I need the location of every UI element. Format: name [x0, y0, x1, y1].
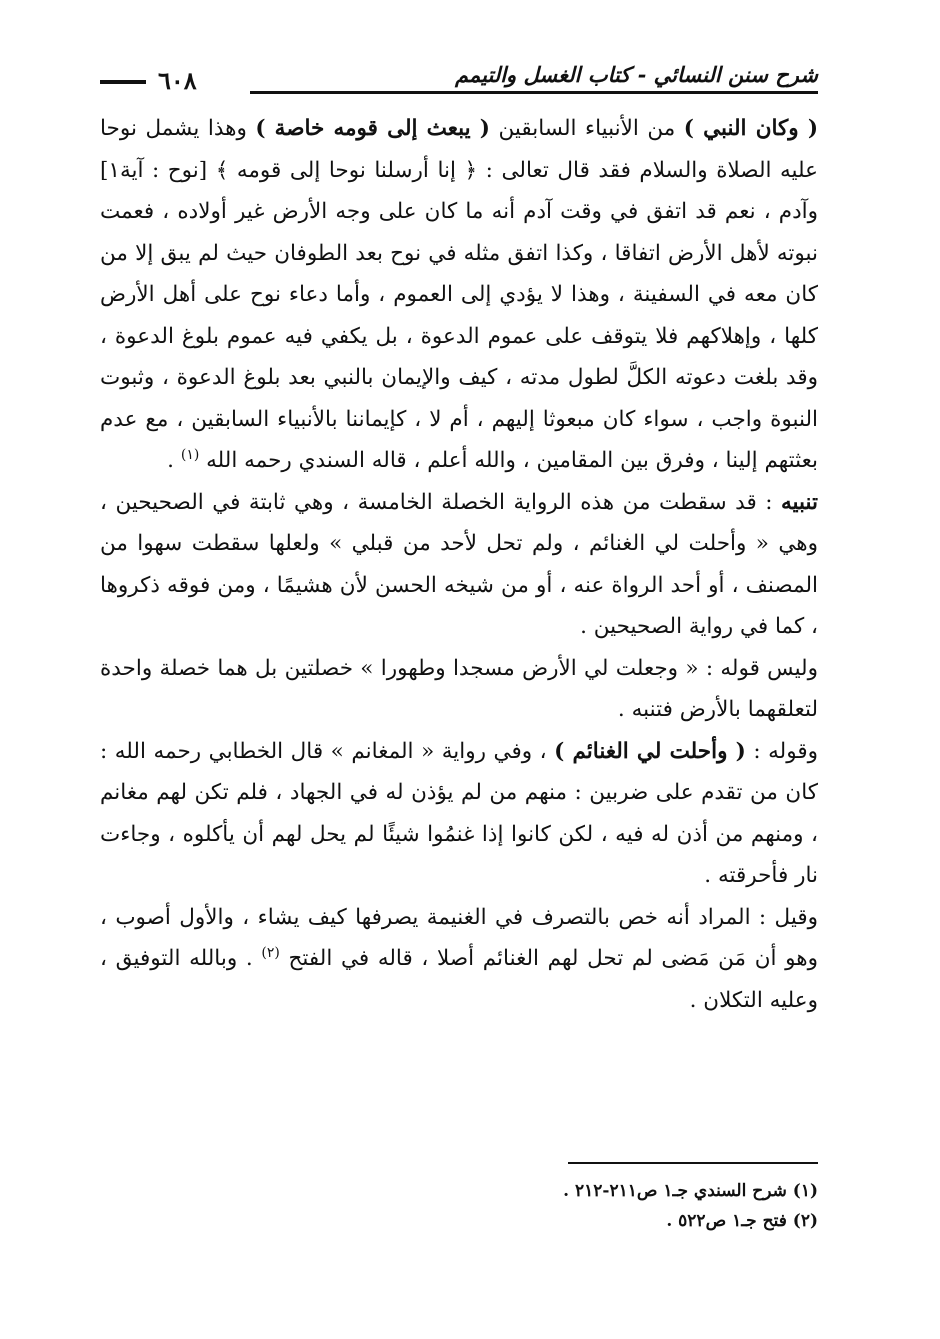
footnote-ref: (٢): [261, 944, 280, 961]
text-run: وقيل : المراد أنه خص بالتصرف في الغنيمة يصرفها كيف يشاء ، والأول أصوب ، وهو أن مَن مَضى لم تحل لهم الغنائم أصلا ، قاله في الفتح: [100, 904, 818, 971]
paragraph: [100, 108, 818, 482]
text-run: .: [167, 448, 181, 473]
paragraph: [100, 897, 818, 1022]
text-run: وقوله :: [745, 738, 818, 764]
main-text: [100, 108, 818, 1021]
paragraph: [100, 648, 818, 731]
running-title: شرح سنن النسائي - كتاب الغسل والتيمم: [455, 62, 818, 87]
footnote: (١) شرح السندي جـ١ ص٢١١-٢١٢ .: [563, 1181, 818, 1201]
page-number: ٦٠٨: [158, 66, 197, 95]
text-run: : قد سقطت من هذه الرواية الخصلة الخامسة ، وهي ثابتة في الصحيحين ، وهي « وأحلت لي الغنائم ، ولم تحل لأحد من قبلي » ولعلها سقطت سهوا من المصنف ، أو أحد الرواة عنه ، أو من شيخه الحسن لأن هشيمًا ، ومن فوقه ذكروها ، كما في رواية الصحيحين .: [100, 489, 818, 639]
footnote: (٢) فتح جـ١ ص٥٢٢ .: [666, 1211, 818, 1231]
text-run: ، وفي رواية « المغانم » قال الخطابي رحمه الله : كان من تقدم على ضربين : منهم من لم يؤذن له في الجهاد ، فلم تكن لهم مغانم ، ومنهم من أذن له فيه ، لكن كانوا إذا غنمُوا شيئًا لم يحل لهم أن يأكلوه ، وجاءت نار فأحرقته .: [100, 738, 818, 888]
paragraph: [100, 482, 818, 648]
text-run: . وبالله التوفيق ، وعليه التكلان .: [100, 946, 818, 1013]
footnote-ref: (١): [180, 446, 200, 463]
bold-text: ( يبعث إلى قومه خاصة ): [255, 116, 490, 141]
paragraph: [100, 731, 818, 897]
page-number-dash: [100, 80, 146, 84]
text-run: وهذا يشمل نوحا عليه الصلاة والسلام فقد قال تعالى : ﴿ إنا أرسلنا نوحا إلى قومه ﴾ [نوح : آية١] وآدم ، نعم قد اتفق في وقت آدم أنه ما كان على وجه الأرض غير أولاده ، فعمت نبوته لأهل الأرض اتفاقا ، وكذا اتفق مثله في نوح بعد الطوفان حيث لم يبق إلا من كان معه في السفينة ، وهذا لا يؤدي إلى العموم ، وأما دعاء نوح على أهل الأرض كلها ، وإهلاكهم فلا يتوقف على عموم الدعوة ، بل يكفي فيه عموم بلوغ الدعوة ، وقد بلغت دعوته الكلَّ لطول مدته ، كيف والإيمان بالنبي بعد بلوغ الدعوة ، وثبوت النبوة واجب ، سواء كان مبعوثا إليهم ، أم لا ، كإيماننا بالأنبياء السابقين ، مع عدم بعثتهم إلينا ، وفرق بين المقامين ، والله أعلم ، قاله السندي رحمه الله: [100, 116, 818, 473]
bold-text: تنبيه: [781, 489, 818, 515]
text-run: وليس قوله : « وجعلت لي الأرض مسجدا وطهورا » خصلتين بل هما خصلة واحدة لتعلقهما بالأرض فتنبه .: [100, 655, 818, 722]
header-rule: [250, 91, 818, 94]
bold-text: ( وكان النبي ): [683, 116, 818, 141]
page-header: [100, 60, 818, 100]
footnotes: [300, 1176, 818, 1236]
bold-text: ( وأحلت لي الغنائم ): [554, 738, 746, 764]
footnote-rule: [568, 1162, 818, 1164]
text-run: من الأنبياء السابقين: [489, 116, 684, 141]
